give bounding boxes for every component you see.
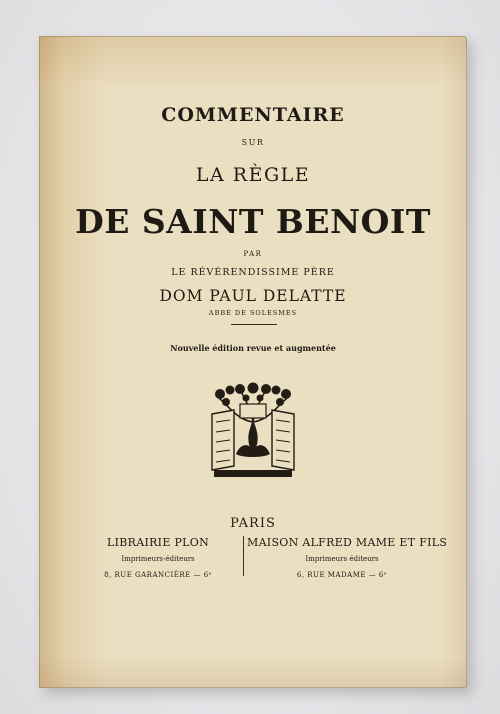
publisher-name: MAISON ALFRED MAME ET FILS <box>247 536 448 549</box>
publisher-block-mame <box>247 536 448 579</box>
title-commentaire: COMMENTAIRE <box>161 104 345 126</box>
book-cover <box>39 36 467 688</box>
publisher-address: 8, RUE GARANCIÈRE — 6ᵉ <box>104 571 212 579</box>
publisher-emblem-icon <box>206 382 300 478</box>
author-title: ABBÉ DE SOLESMES <box>208 309 298 317</box>
byline-par: PAR <box>243 250 263 258</box>
title-sur: SUR <box>241 138 265 147</box>
title-main: DE SAINT BENOIT <box>75 202 431 241</box>
edition-note: Nouvelle édition revue et augmentée <box>170 343 336 353</box>
title-rule <box>231 324 277 325</box>
imprint-city: PARIS <box>230 516 276 531</box>
publisher-address: 6, RUE MADAME — 6ᵉ <box>296 571 388 579</box>
publisher-name: LIBRAIRIE PLON <box>106 536 209 549</box>
title-la-regle: LA RÈGLE <box>195 164 311 186</box>
publisher-role: Imprimeurs-éditeurs <box>121 555 195 563</box>
byline-honorific: LE RÉVÉRENDISSIME PÈRE <box>171 267 335 278</box>
publisher-divider <box>243 536 244 576</box>
author-name: DOM PAUL DELATTE <box>159 287 347 305</box>
publisher-role: Imprimeurs éditeurs <box>305 555 379 563</box>
publisher-block-plon <box>63 536 253 579</box>
